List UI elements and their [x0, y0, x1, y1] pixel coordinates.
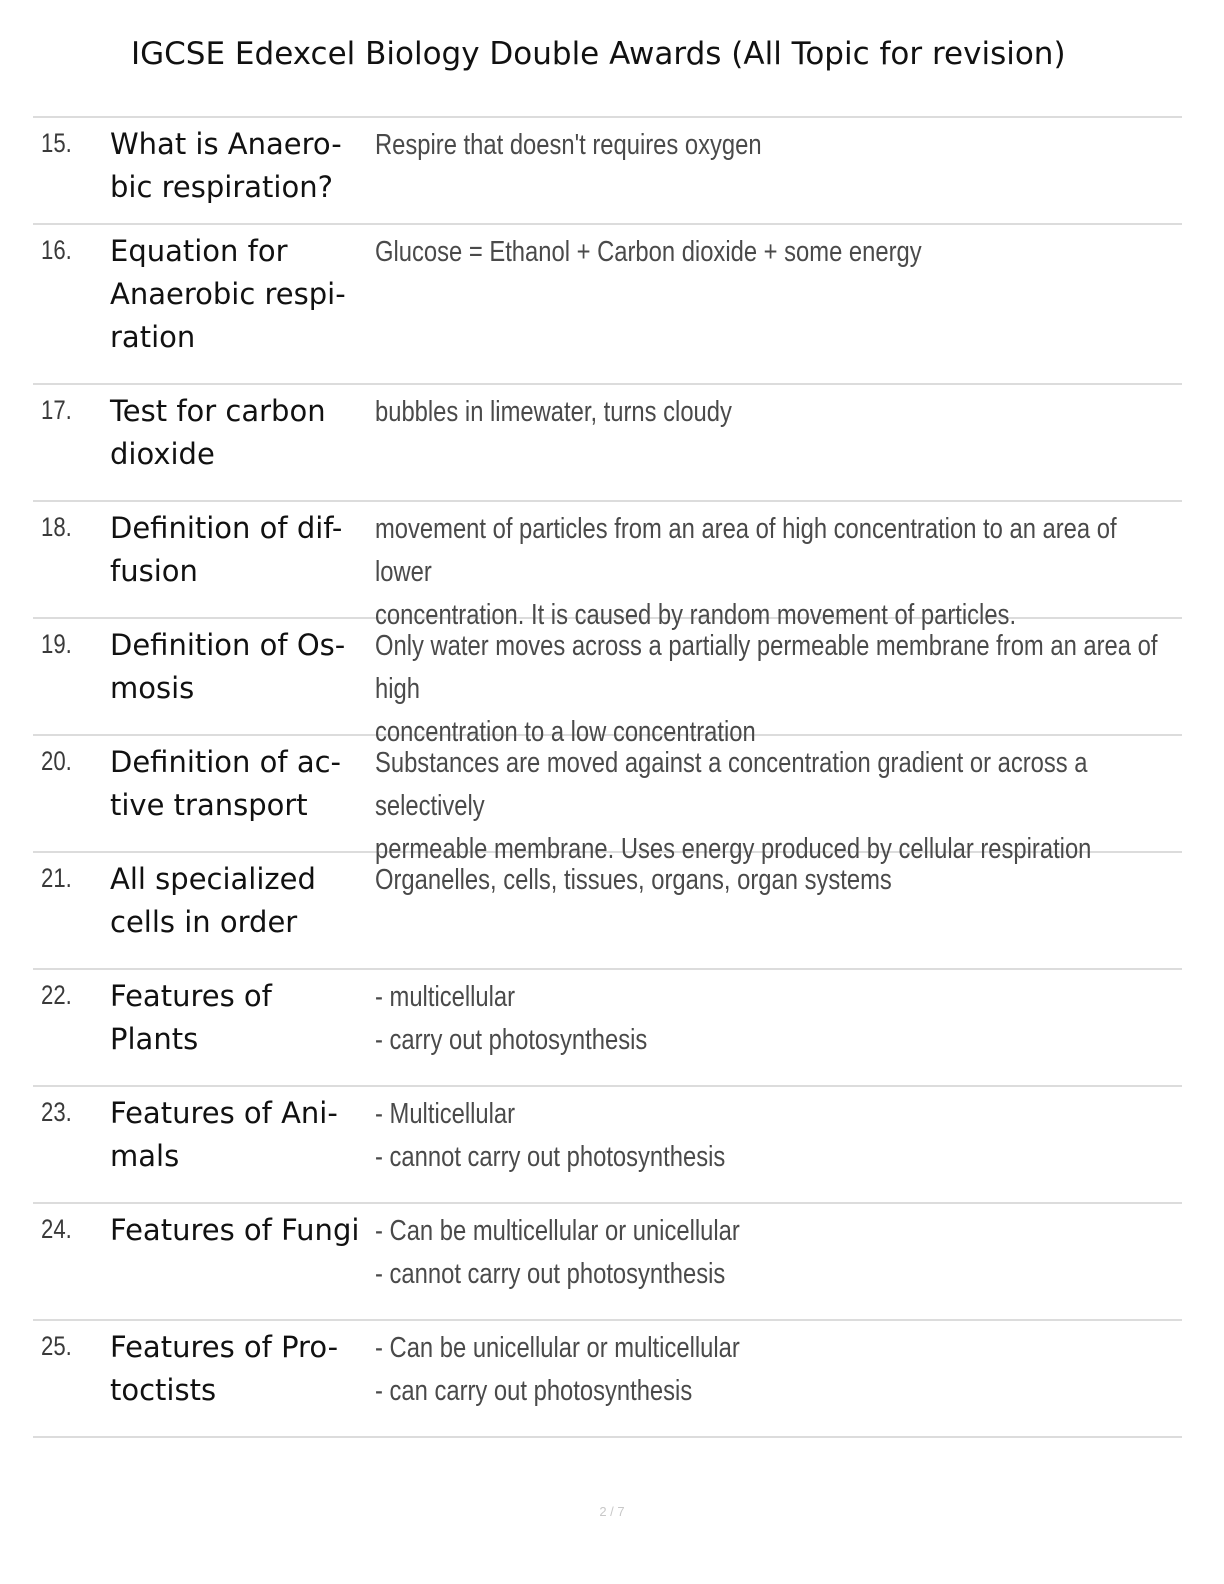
page-number: 2 / 7 [599, 1504, 625, 1519]
flashcard-row [33, 118, 1182, 225]
card-number: 17. [41, 395, 72, 425]
card-term: Test for carbon dioxide [110, 394, 326, 471]
card-definition: Respire that doesn't requires oxygen [375, 129, 762, 161]
card-term: Definition of dif- fusion [110, 511, 343, 588]
card-term: Features of Pro- toctists [110, 1330, 339, 1407]
flashcard-row [33, 225, 1182, 385]
card-term: Definition of ac- tive transport [110, 745, 341, 822]
card-definition: - multicellular - carry out photosynthesis [375, 981, 648, 1056]
card-term: Features of Plants [110, 979, 272, 1056]
card-number: 16. [41, 235, 72, 265]
card-number: 21. [41, 863, 72, 893]
card-number: 19. [41, 629, 72, 659]
flashcard-row [33, 853, 1182, 970]
card-term: Features of Ani- mals [110, 1096, 338, 1173]
card-term: Features of Fungi [110, 1213, 360, 1247]
card-number: 18. [41, 512, 72, 542]
card-definition: Organelles, cells, tissues, organs, organ systems [375, 864, 892, 896]
card-term: Definition of Os- mosis [110, 628, 346, 705]
flashcard-row [33, 1204, 1182, 1321]
card-definition: Substances are moved against a concentration gradient or across a selectively permeable membrane. Uses energy produced by cellular respiration [375, 747, 1092, 865]
card-number: 22. [41, 980, 72, 1010]
card-term: What is Anaero- bic respiration? [110, 127, 342, 204]
flashcard-row [33, 1321, 1182, 1438]
card-number: 20. [41, 746, 72, 776]
flashcard-row [33, 1087, 1182, 1204]
flashcard-row [33, 619, 1182, 748]
card-definition: movement of particles from an area of high concentration to an area of lower concentration. It is caused by random movement of particles. [375, 513, 1117, 631]
card-number: 15. [41, 128, 72, 158]
flashcard-row [33, 502, 1182, 631]
flashcard-row [33, 970, 1182, 1087]
flashcard-table [33, 116, 1182, 1438]
card-definition: - Can be multicellular or unicellular - cannot carry out photosynthesis [375, 1215, 740, 1290]
card-term: Equation for Anaerobic respi- ration [110, 234, 346, 354]
card-number: 24. [41, 1214, 72, 1244]
card-definition: - Can be unicellular or multicellular - can carry out photosynthesis [375, 1332, 740, 1407]
flashcard-row [33, 736, 1182, 865]
page-title: IGCSE Edexcel Biology Double Awards (All Topic for revision) [131, 36, 1066, 72]
card-term: All specialized cells in order [110, 862, 316, 939]
card-definition: Glucose = Ethanol + Carbon dioxide + some energy [375, 236, 922, 268]
card-number: 25. [41, 1331, 72, 1361]
card-definition: bubbles in limewater, turns cloudy [375, 396, 732, 428]
card-definition: Only water moves across a partially permeable membrane from an area of high concentration to a low concentration [375, 630, 1158, 748]
flashcard-row [33, 385, 1182, 502]
card-number: 23. [41, 1097, 72, 1127]
card-definition: - Multicellular - cannot carry out photosynthesis [375, 1098, 726, 1173]
